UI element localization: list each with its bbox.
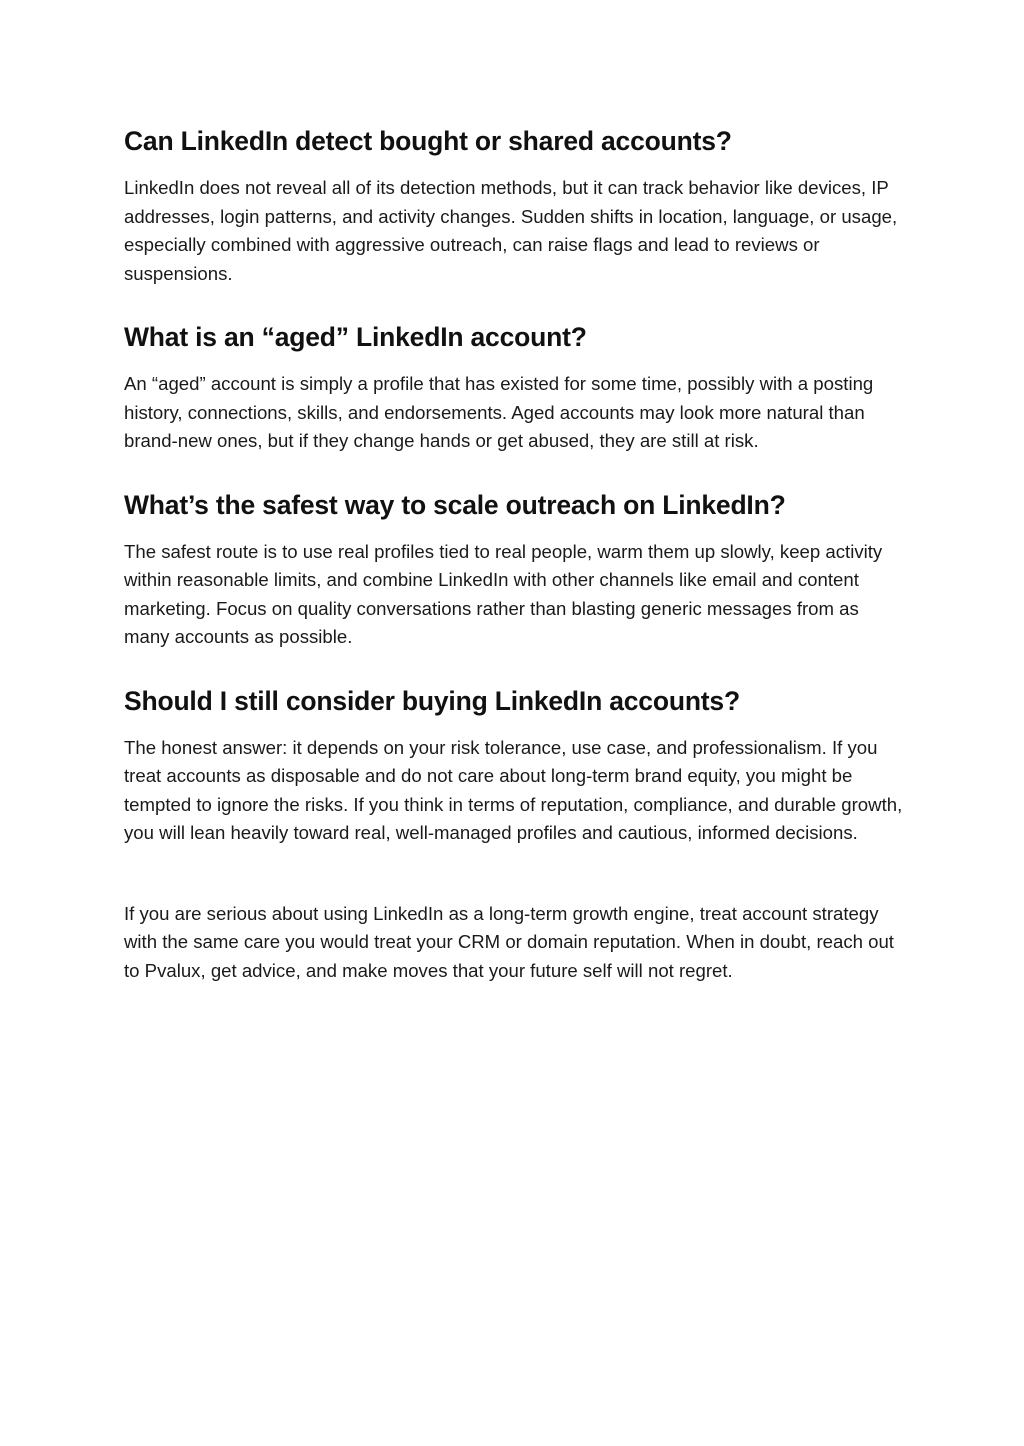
section-paragraph: An “aged” account is simply a profile that has existed for some time, possibly with a posting history, connections, skills, and endorsements. Aged accounts may look more natural than brand-new ones, but if they change hands or get abused, they are still at risk. [124,373,874,451]
section-heading: What’s the safest way to scale outreach on LinkedIn? [124,489,786,520]
closing-paragraph: If you are serious about using LinkedIn as a long-term growth engine, treat account strategy with the same care you would treat your CRM or domain reputation. When in doubt, reach out to Pvalux, get advice, and make moves that your future self will not regret. [124,902,894,981]
document-page [124,122,904,985]
section-paragraph: LinkedIn does not reveal all of its detection methods, but it can track behavior like devices, IP addresses, login patterns, and activity changes. Sudden shifts in location, language, or usage, especially combined with aggressive outreach, can raise flags and lead to reviews or suspensions. [124,177,898,284]
section-paragraph: The honest answer: it depends on your risk tolerance, use case, and professionalism. If you treat accounts as disposable and do not care about long-term brand equity, you might be tempted to ignore the risks. If you think in terms of reputation, compliance, and durable growth, you will lean heavily toward real, well-managed profiles and cautious, informed decisions. [124,736,903,843]
section-paragraph: The safest route is to use real profiles tied to real people, warm them up slowly, keep activity within reasonable limits, and combine LinkedIn with other channels like email and content marketing. Focus on quality conversations rather than blasting generic messages from as many accounts as possible. [124,540,883,647]
section-heading: Should I still consider buying LinkedIn accounts? [124,685,740,716]
faq-section-aged-account [124,318,904,456]
section-heading: Can LinkedIn detect bought or shared accounts? [124,126,732,156]
faq-section-detection [124,122,904,288]
faq-section-should-buy [124,682,904,848]
section-heading: What is an “aged” LinkedIn account? [124,322,587,352]
faq-section-safest-way [124,486,904,652]
